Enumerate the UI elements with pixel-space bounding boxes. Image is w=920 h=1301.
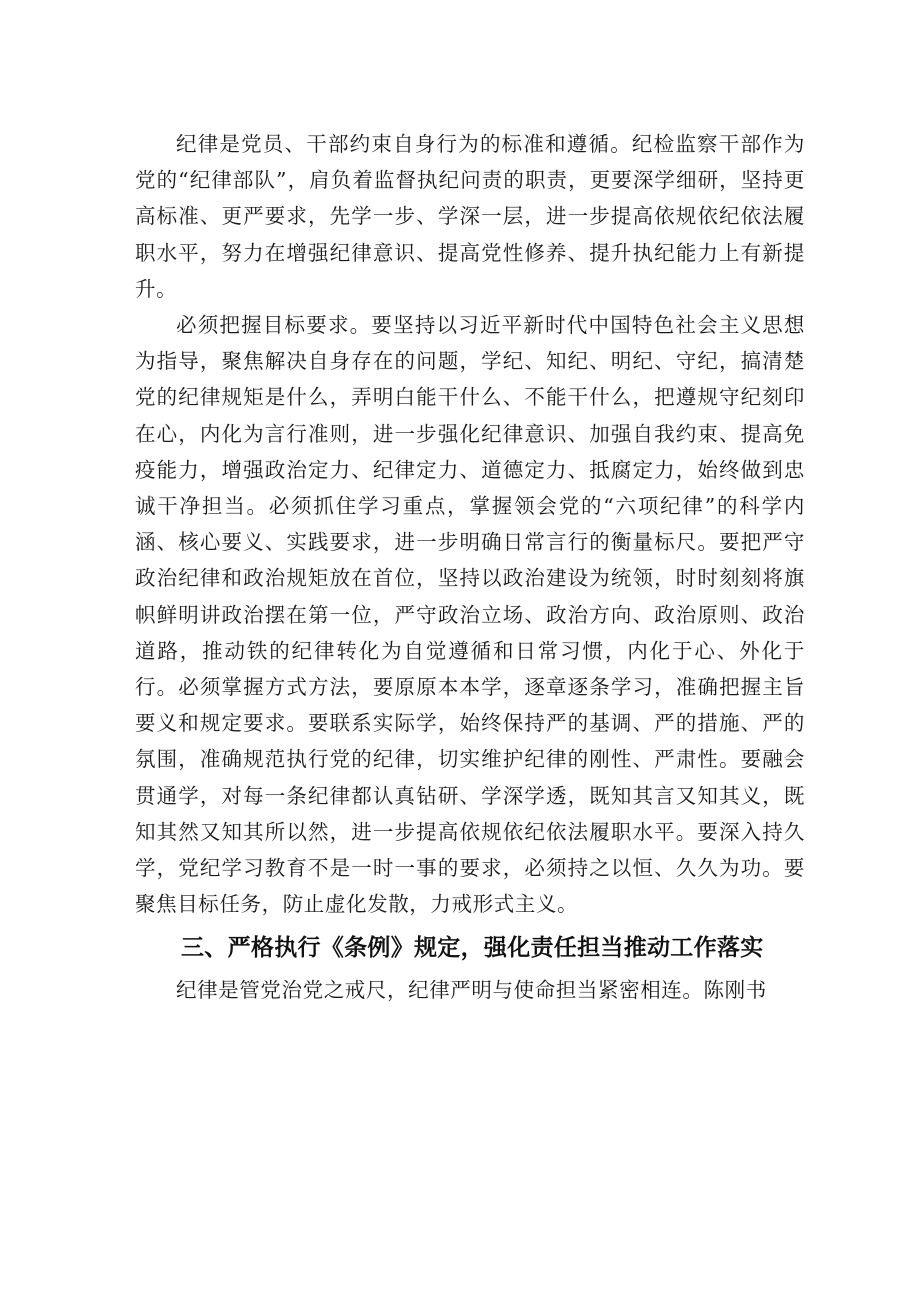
paragraph-target-requirements: 必须把握目标要求。要坚持以习近平新时代中国特色社会主义思想为指导，聚焦解决自身存在的问题，学纪、知纪、明纪、守纪，搞清楚党的纪律规矩是什么，弄明白能干什么、不能干什么，把遵规守纪刻印在心，内化为言行准则，进一步强化纪律意识、加强自我约束、提高免疫能力，增强政治定力、纪律定力、道德定力、抵腐定力，始终做到忠诚干净担当。必须抓住学习重点，掌握领会党的“六项纪律”的科学内涵、核心要义、实践要求，进一步明确日常言行的衡量标尺。要把严守政治纪律和政治规矩放在首位，坚持以政治建设为统领，时时刻刻将旗帜鲜明讲政治摆在第一位，严守政治立场、政治方向、政治原则、政治道路，推动铁的纪律转化为自觉遵循和日常习惯，内化于心、外化于行。必须掌握方式方法，要原原本本学，逐章逐条学习，准确把握主旨要义和规定要求。要联系实际学，始终保持严的基调、严的措施、严的氛围，准确规范执行党的纪律，切实维护纪律的刚性、严肃性。要融会贯通学，对每一条纪律都认真钻研、学深学透，既知其言又知其义，既知其然又知其所以然，进一步提高依规依纪依法履职水平。要深入持久学，党纪学习教育不是一时一事的要求，必须持之以恒、久久为功。要聚焦目标任务，防止虚化发散，力戒形式主义。 <box>135 313 805 917</box>
paragraph-discipline-standard: 纪律是党员、干部约束自身行为的标准和遵循。纪检监察干部作为党的“纪律部队”，肩负着监督执纪问责的职责，更要深学细研，坚持更高标准、更严要求，先学一步、学深一层，进一步提高依规依纪依法履职水平，努力在增强纪律意识、提高党性修养、提升执纪能力上有新提升。 <box>135 132 805 301</box>
document-body <box>135 126 805 1009</box>
paragraph-discipline-ruler: 纪律是管党治党之戒尺，纪律严明与使命担当紧密相连。陈刚书 <box>176 978 767 1003</box>
section-heading-three: 三、严格执行《条例》规定，强化责任担当推动工作落实 <box>181 935 764 962</box>
